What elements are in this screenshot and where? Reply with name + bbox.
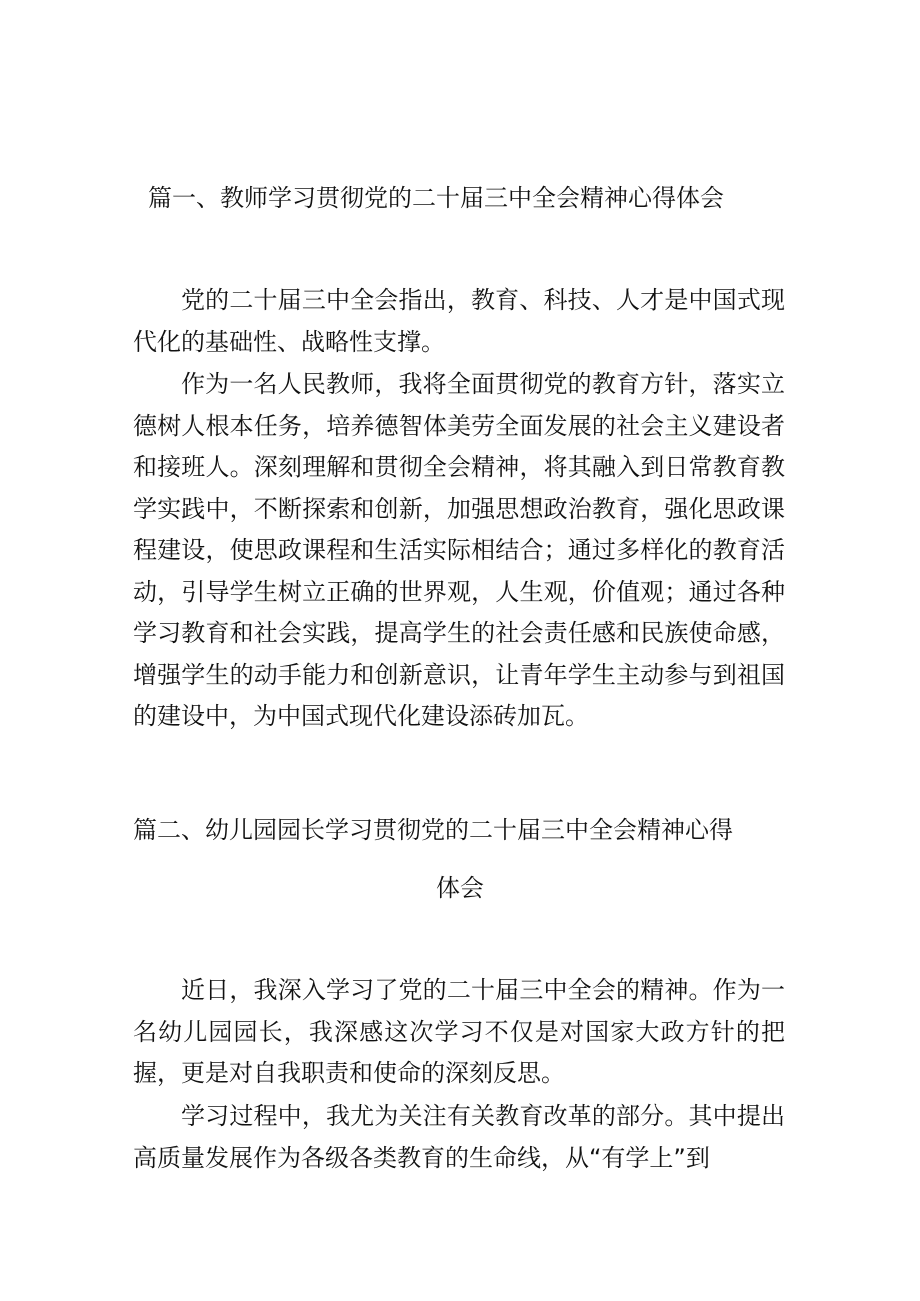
section2-paragraph-2: 学习过程中，我尤为关注有关教育改革的部分。其中提出高质量发展作为各级各类教育的生命线，从“有学上”到 — [133, 1102, 785, 1172]
section2-paragraph-1: 近日，我深入学习了党的二十届三中全会的精神。作为一名幼儿园园长，我深感这次学习不仅是对国家大政方针的把握，更是对自我职责和使命的深刻反思。 — [133, 976, 785, 1087]
section1-paragraph-2: 作为一名人民教师，我将全面贯彻党的教育方针，落实立德树人根本任务，培养德智体美劳全面发展的社会主义建设者和接班人。深刻理解和贯彻全会精神，将其融入到日常教育教学实践中，不断探索和创新，加强思想政治教育，强化思政课程建设，使思政课程和生活实际相结合；通过多样化的教育活动，引导学生树立正确的世界观，人生观，价值观；通过各种学习教育和社会实践，提高学生的社会责任感和民族使命感，增强学生的动手能力和创新意识，让青年学生主动参与到祖国的建设中，为中国式现代化建设添砖加瓦。 — [133, 370, 785, 730]
section1-title: 篇一、教师学习贯彻党的二十届三中全会精神心得体会 — [148, 184, 724, 212]
section2-title: 篇二、幼儿园园长学习贯彻党的二十届三中全会精神心得 — [133, 816, 733, 844]
section2-title-continuation: 体会 — [436, 874, 484, 902]
section1-paragraph-1: 党的二十届三中全会指出，教育、科技、人才是中国式现代化的基础性、战略性支撑。 — [133, 286, 785, 356]
